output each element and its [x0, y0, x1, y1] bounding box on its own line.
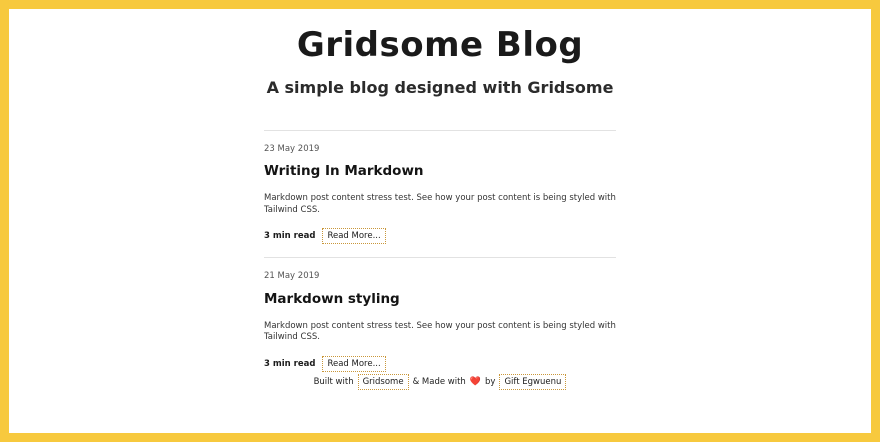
page-frame [9, 9, 871, 433]
footer-generator-link[interactable]: Gridsome [358, 374, 409, 390]
post-date: 21 May 2019 [264, 271, 320, 282]
post-excerpt: Markdown post content stress test. See how your post content is being styled with Tailwind CSS. [264, 193, 616, 215]
footer-author-link[interactable]: Gift Egwuenu [499, 374, 566, 390]
post-meta [264, 228, 616, 244]
heart-icon: ❤️ [469, 376, 482, 387]
post-title[interactable]: Writing In Markdown [264, 163, 424, 180]
post-excerpt: Markdown post content stress test. See how your post content is being styled with Tailwind CSS. [264, 320, 616, 343]
page-title: Gridsome Blog [296, 25, 584, 65]
post-meta [264, 356, 616, 372]
read-time: 3 min read [264, 358, 316, 369]
post-list [264, 97, 616, 385]
post-title[interactable]: Markdown styling [264, 290, 400, 307]
footer-built-with-label: Built with [313, 377, 354, 387]
site-header [9, 9, 871, 97]
read-more-link[interactable]: Read More... [322, 228, 385, 244]
site-footer [9, 374, 871, 390]
read-time: 3 min read [264, 231, 316, 242]
footer-made-with-label: & Made with [412, 377, 466, 387]
list-item [264, 258, 616, 385]
footer-by-label: by [485, 377, 496, 387]
list-item [264, 131, 616, 258]
page-subtitle: A simple blog designed with Gridsome [266, 77, 614, 97]
footer-text [314, 374, 567, 390]
read-more-link[interactable]: Read More... [322, 356, 385, 372]
post-date: 23 May 2019 [264, 143, 320, 154]
